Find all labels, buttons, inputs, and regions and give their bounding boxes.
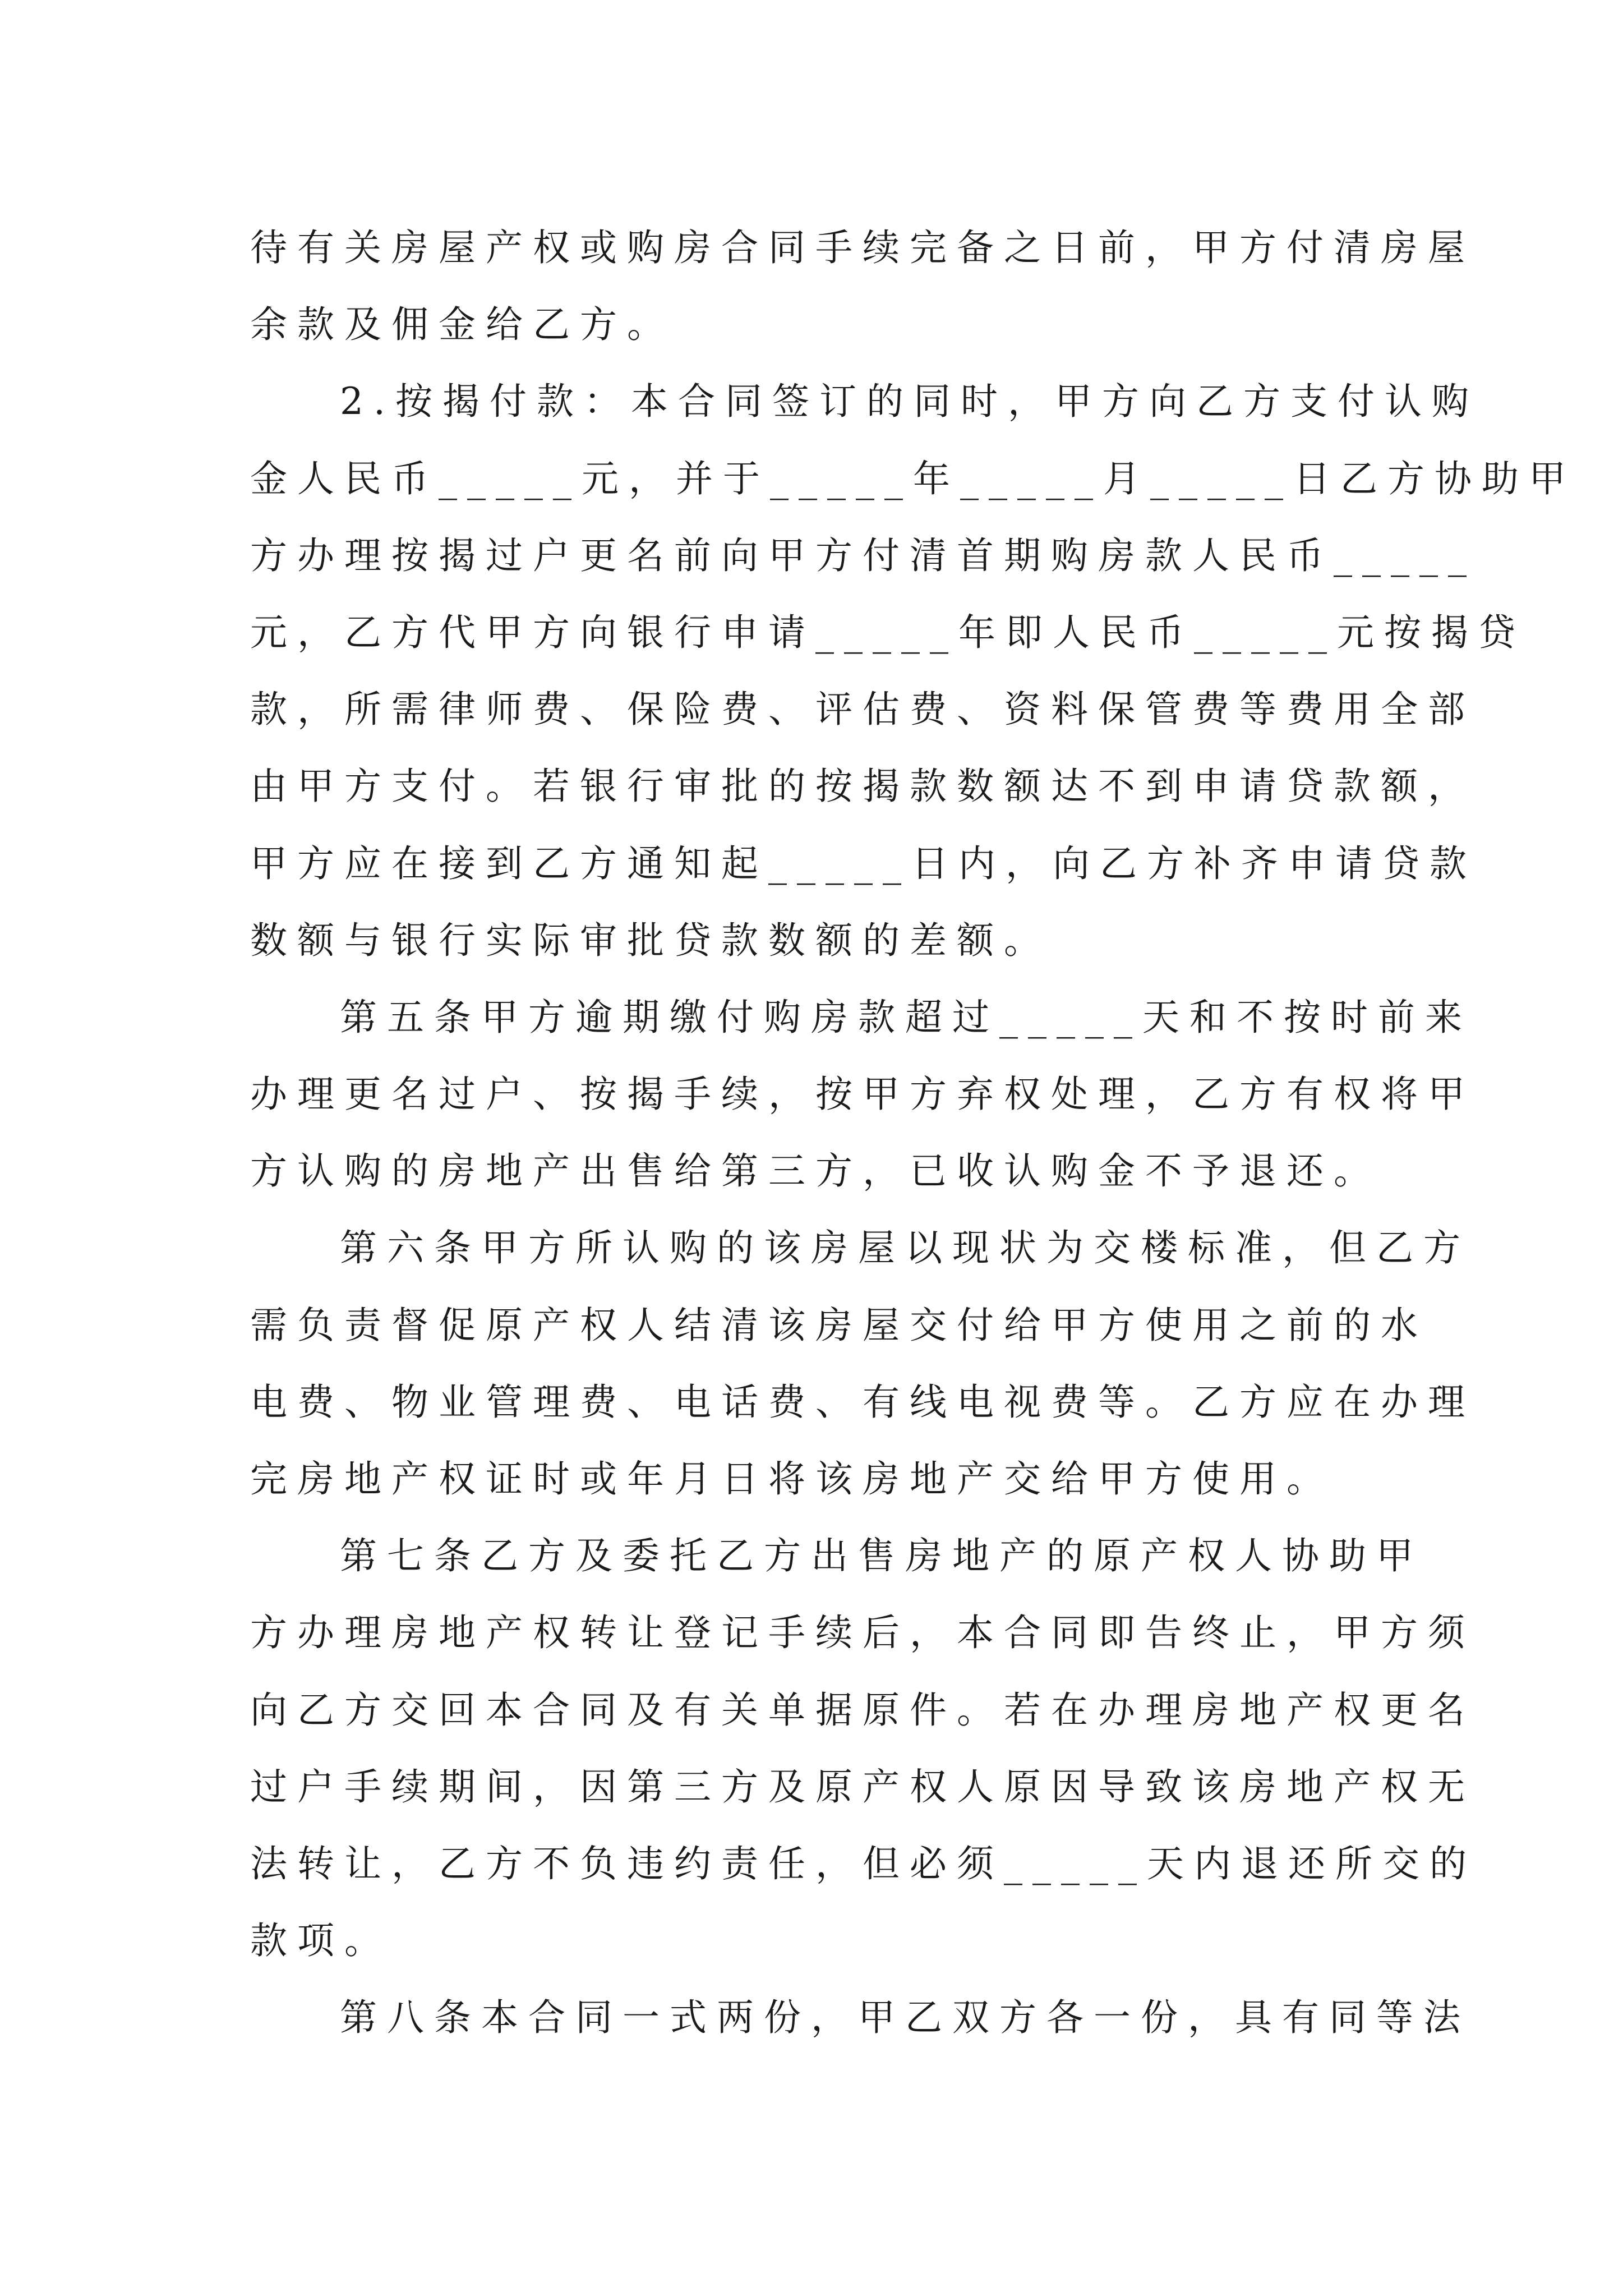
text-line: 办理更名过户、按揭手续，按甲方弃权处理，乙方有权将甲 [250,1073,1475,1116]
text-line: 完房地产权证时或年月日将该房地产交给甲方使用。 [250,1457,1334,1501]
text-line: 向乙方交回本合同及有关单据原件。若在办理房地产权更名 [250,1688,1475,1732]
text-line: 第八条本合同一式两份，甲乙双方各一份，具有同等法 [340,1996,1470,2040]
text-line: 元，乙方代甲方向银行申请_____年即人民币_____元按揭贷 [250,610,1525,654]
contract-body-text [250,209,1576,2056]
text-line: 电费、物业管理费、电话费、有线电视费等。乙方应在办理 [250,1380,1475,1424]
text-line: 需负责督促原产权人结清该房屋交付给甲方使用之前的水 [250,1303,1428,1347]
text-line: 过户手续期间，因第三方及原产权人原因导致该房地产权无 [250,1765,1475,1809]
text-line: 2.按揭付款：本合同签订的同时，甲方向乙方支付认购 [340,380,1479,424]
text-line: 第七条乙方及委托乙方出售房地产的原产权人协助甲 [340,1534,1423,1578]
text-line: 数额与银行实际审批贷款数额的差额。 [250,918,1051,962]
text-line: 第六条甲方所认购的该房屋以现状为交楼标准，但乙方 [340,1226,1470,1270]
text-line: 甲方应在接到乙方通知起_____日内，向乙方补齐申请贷款 [250,841,1477,885]
text-line: 款项。 [250,1919,391,1963]
text-line: 余款及佣金给乙方。 [250,303,674,347]
text-line: 款，所需律师费、保险费、评估费、资料保管费等费用全部 [250,688,1475,731]
text-line: 由甲方支付。若银行审批的按揭款数额达不到申请贷款额， [250,765,1475,808]
text-line: 方办理房地产权转让登记手续后，本合同即告终止，甲方须 [250,1611,1475,1655]
text-line: 待有关房屋产权或购房合同手续完备之日前，甲方付清房屋 [250,226,1475,269]
text-line: 第五条甲方逾期缴付购房款超过_____天和不按时前来 [340,995,1472,1039]
text-line: 方办理按揭过户更名前向甲方付清首期购房款人民币_____ [250,533,1477,577]
text-line: 方认购的房地产出售给第三方，已收认购金不予退还。 [250,1149,1381,1193]
text-line: 金人民币_____元，并于_____年_____月_____日乙方协助甲 [250,457,1576,500]
text-line: 法转让，乙方不负违约责任，但必须_____天内退还所交的 [250,1842,1477,1885]
